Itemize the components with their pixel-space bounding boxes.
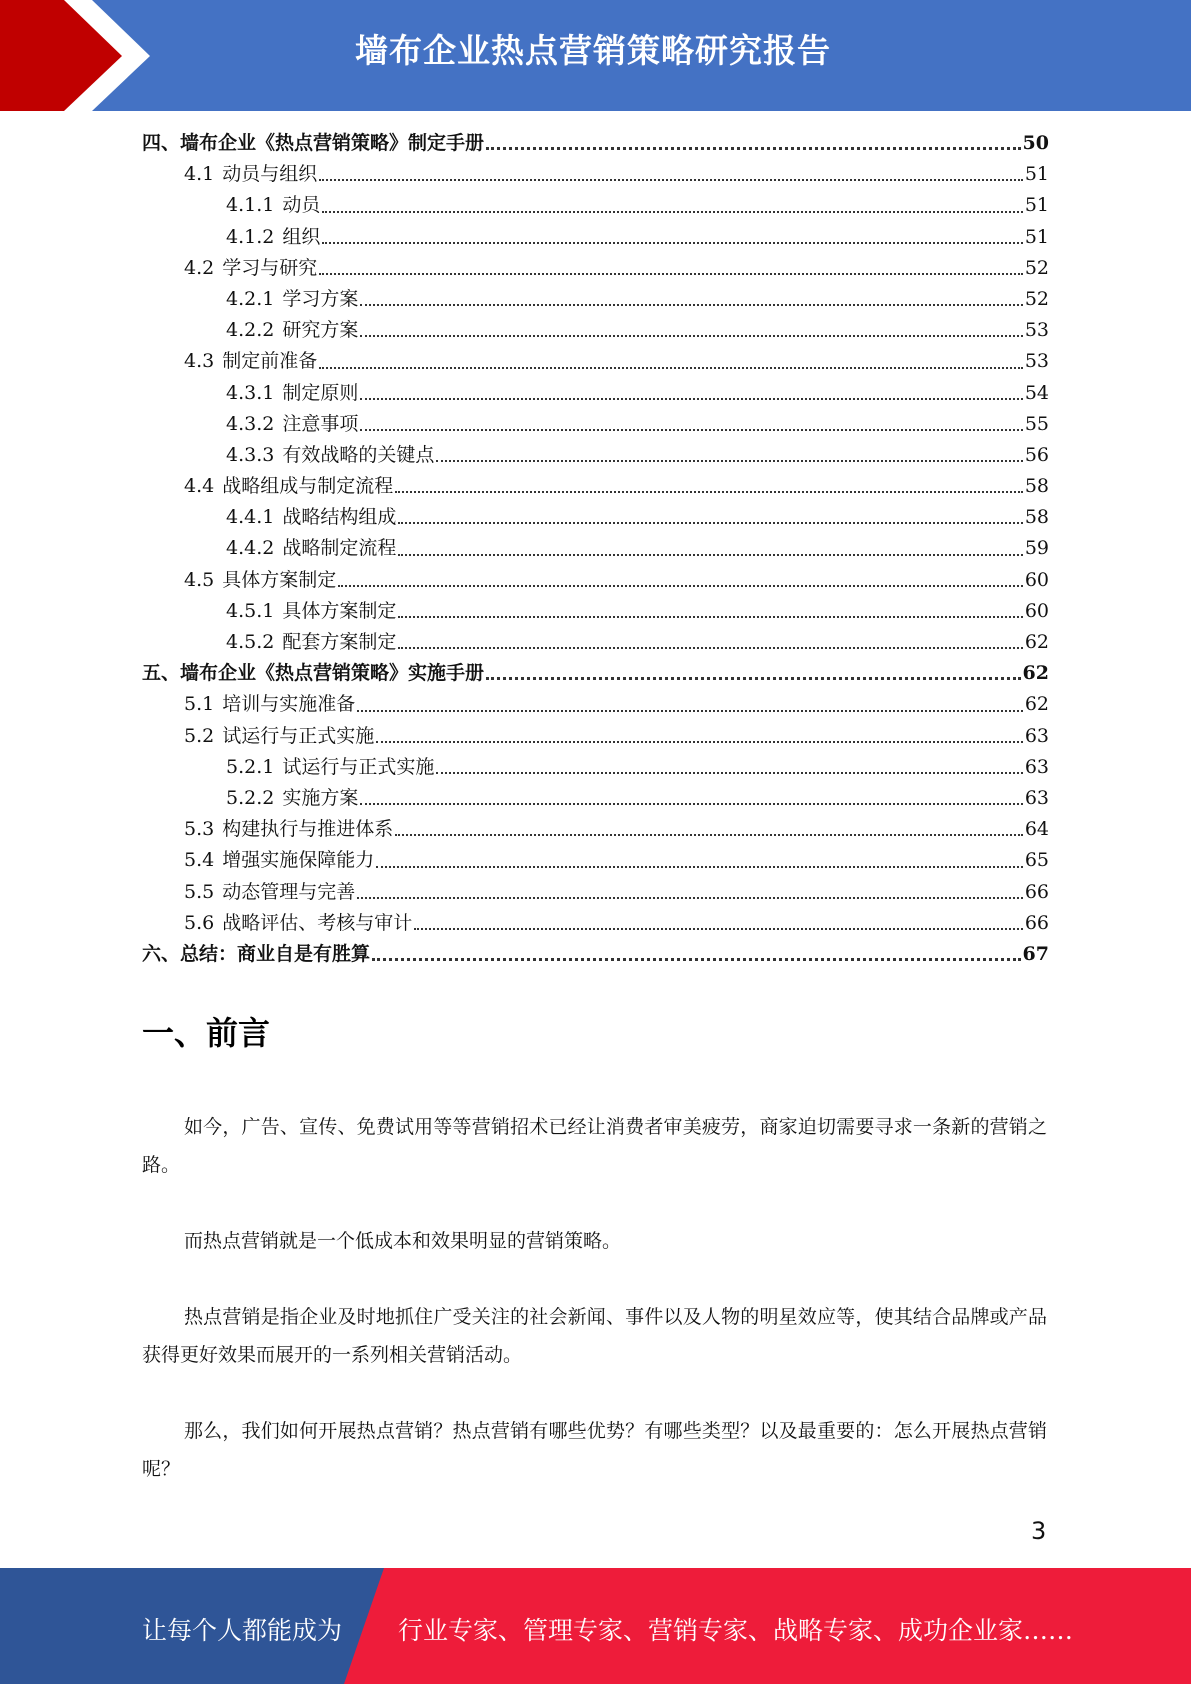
- toc-entry-page: 66: [1024, 880, 1049, 903]
- toc-entry-label: 试运行与正式实施: [282, 755, 435, 778]
- toc-entry-label: 具体方案制定: [282, 599, 397, 622]
- toc-dot-leader: [360, 397, 1022, 400]
- toc-entry-page: 55: [1024, 412, 1049, 435]
- toc-entry[interactable]: [142, 409, 1049, 440]
- toc-entry-label: 具体方案制定: [222, 568, 337, 591]
- toc-entry-label: 实施方案: [282, 786, 359, 809]
- toc-dot-leader: [360, 303, 1022, 306]
- toc-entry-page: 65: [1024, 849, 1049, 872]
- toc-entry-number: 4.3.1: [226, 381, 275, 404]
- toc-entry[interactable]: [142, 658, 1049, 689]
- toc-entry[interactable]: [142, 315, 1049, 346]
- toc-entry[interactable]: [142, 378, 1049, 409]
- report-title: 墙布企业热点营销策略研究报告: [355, 31, 831, 70]
- toc-entry[interactable]: [142, 689, 1049, 720]
- toc-entry-page: 53: [1024, 350, 1049, 373]
- toc-entry[interactable]: [142, 253, 1049, 284]
- toc-entry-page: 59: [1024, 537, 1049, 560]
- toc-entry-label: 培训与实施准备: [222, 693, 356, 716]
- toc-entry-number: 5.2: [184, 724, 215, 747]
- toc-entry-number: 5.5: [184, 880, 215, 903]
- toc-entry-page: 63: [1024, 786, 1049, 809]
- toc-dot-leader: [398, 521, 1022, 524]
- toc-dot-leader: [395, 833, 1023, 836]
- footer-slogan-left: 让每个人都能成为: [142, 1616, 343, 1645]
- toc-dot-leader: [486, 676, 1021, 680]
- toc-dot-leader: [319, 178, 1023, 181]
- toc-entry-label: 战略组成与制定流程: [222, 475, 394, 498]
- toc-entry-number: 4.2.1: [226, 287, 275, 310]
- toc-entry[interactable]: [142, 159, 1049, 190]
- toc-entry-page: 58: [1024, 506, 1049, 529]
- toc-entry-page: 51: [1024, 194, 1049, 217]
- toc-entry-label: 研究方案: [282, 319, 359, 342]
- toc-entry[interactable]: [142, 752, 1049, 783]
- toc-entry-page: 62: [1024, 631, 1049, 653]
- toc-entry-page: 64: [1024, 818, 1049, 841]
- toc-dot-leader: [398, 553, 1022, 556]
- toc-dot-leader: [376, 740, 1023, 743]
- toc-entry-number: 4.1.2: [226, 225, 275, 248]
- toc-entry[interactable]: [142, 565, 1049, 596]
- toc-entry-label: 六、总结：商业自是有胜算: [142, 942, 371, 965]
- paragraph-3: 热点营销是指企业及时地抓住广受关注的社会新闻、事件以及人物的明星效应等，使其结合品牌或产品获得更好效果而展开的一系列相关营销活动。: [142, 1306, 1047, 1366]
- toc-entry-label: 四、墙布企业《热点营销策略》制定手册: [142, 132, 485, 154]
- toc-dot-leader: [338, 584, 1023, 587]
- toc-entry-page: 63: [1024, 724, 1049, 747]
- toc-entry-label: 动员: [282, 194, 321, 217]
- paragraph-4: 那么，我们如何开展热点营销？热点营销有哪些优势？有哪些类型？以及最重要的：怎么开展热点营销呢？: [142, 1420, 1047, 1480]
- toc-entry-page: 58: [1024, 475, 1049, 498]
- toc-entry[interactable]: [142, 346, 1049, 377]
- toc-entry[interactable]: [142, 533, 1049, 564]
- toc-entry[interactable]: [142, 939, 1049, 970]
- toc-dot-leader: [436, 771, 1022, 774]
- toc-entry-label: 制定前准备: [222, 350, 318, 373]
- toc-dot-leader: [319, 272, 1023, 275]
- toc-entry-page: 52: [1024, 256, 1049, 279]
- toc-entry-label: 动态管理与完善: [222, 880, 356, 903]
- toc-dot-leader: [322, 210, 1022, 213]
- toc-entry[interactable]: [142, 783, 1049, 814]
- toc-entry-number: 5.3: [184, 818, 215, 841]
- toc-dot-leader: [360, 428, 1022, 431]
- paragraph-1: 如今，广告、宣传、免费试用等等营销招术已经让消费者审美疲劳，商家迫切需要寻求一条新的营销之路。: [142, 1116, 1047, 1176]
- page-footer: [0, 1568, 1191, 1684]
- toc-entry-page: 51: [1024, 163, 1049, 186]
- toc-entry[interactable]: [142, 627, 1049, 658]
- toc-entry-number: 4.2: [184, 256, 215, 279]
- toc-entry[interactable]: [142, 877, 1049, 908]
- toc-entry-page: 52: [1024, 287, 1049, 310]
- toc-entry-number: 4.5: [184, 568, 215, 591]
- toc-dot-leader: [360, 802, 1022, 805]
- toc-entry-number: 4.4.1: [226, 506, 275, 529]
- toc-entry-label: 增强实施保障能力: [222, 849, 375, 872]
- toc-entry-page: 60: [1024, 568, 1049, 591]
- toc-entry-label: 动员与组织: [222, 163, 318, 186]
- toc-entry-number: 5.1: [184, 693, 215, 716]
- toc-entry-number: 5.2.1: [226, 755, 275, 778]
- toc-dot-leader: [372, 957, 1021, 961]
- toc-entry[interactable]: [142, 502, 1049, 533]
- toc-entry-label: 制定原则: [282, 381, 359, 404]
- toc-dot-leader: [398, 615, 1022, 618]
- toc-entry-label: 有效战略的关键点: [282, 443, 435, 466]
- paragraph-2: 而热点营销就是一个低成本和效果明显的营销策略。: [184, 1230, 622, 1252]
- toc-entry-number: 4.5.2: [226, 631, 275, 653]
- toc-entry-page: 62: [1022, 662, 1049, 685]
- toc-entry-number: 5.6: [184, 911, 215, 934]
- toc-entry-label: 学习方案: [282, 287, 359, 310]
- toc-entry-label: 五、墙布企业《热点营销策略》实施手册: [142, 662, 485, 685]
- toc-entry-page: 60: [1024, 599, 1049, 622]
- toc-entry-page: 50: [1022, 132, 1049, 154]
- toc-dot-leader: [395, 490, 1023, 493]
- toc-dot-leader: [376, 865, 1023, 868]
- toc-dot-leader: [486, 146, 1021, 150]
- toc-entry[interactable]: [142, 190, 1049, 221]
- toc-entry-number: 4.4: [184, 475, 215, 498]
- section-heading: 一、前言: [142, 1014, 271, 1052]
- toc-entry[interactable]: [142, 596, 1049, 627]
- toc-entry-number: 4.5.1: [226, 599, 275, 622]
- toc-dot-leader: [357, 709, 1023, 712]
- toc-entry-number: 4.2.2: [226, 319, 275, 342]
- toc-dot-leader: [398, 646, 1022, 649]
- toc-entry-label: 试运行与正式实施: [222, 724, 375, 747]
- toc-dot-leader: [322, 241, 1022, 244]
- toc-entry[interactable]: [142, 721, 1049, 752]
- toc-entry-number: 4.3.3: [226, 443, 275, 466]
- toc-entry-number: 4.3: [184, 350, 215, 373]
- toc-entry[interactable]: [142, 814, 1049, 845]
- toc-entry-label: 组织: [282, 225, 321, 248]
- toc-dot-leader: [360, 334, 1022, 337]
- toc-entry[interactable]: [142, 440, 1049, 471]
- toc-dot-leader: [414, 927, 1023, 930]
- toc-entry-number: 5.4: [184, 849, 215, 872]
- toc-entry-page: 62: [1024, 693, 1049, 716]
- toc-dot-leader: [357, 896, 1023, 899]
- toc-entry-page: 67: [1022, 942, 1049, 965]
- toc-entry-number: 4.1.1: [226, 194, 275, 217]
- toc-entry-label: 注意事项: [282, 412, 359, 435]
- toc-entry[interactable]: [142, 908, 1049, 939]
- toc-entry[interactable]: [142, 471, 1049, 502]
- toc-dot-leader: [319, 366, 1023, 369]
- toc-entry-label: 构建执行与推进体系: [222, 818, 394, 841]
- toc-entry-page: 56: [1024, 443, 1049, 466]
- toc-entry[interactable]: [142, 284, 1049, 315]
- page-number: 3: [1031, 1517, 1047, 1545]
- toc-entry-number: 4.1: [184, 163, 215, 186]
- toc-entry-page: 54: [1024, 381, 1049, 404]
- toc-entry-label: 战略结构组成: [282, 506, 397, 529]
- table-of-contents: [142, 128, 1049, 970]
- toc-entry[interactable]: [142, 128, 1049, 159]
- toc-entry-page: 66: [1024, 911, 1049, 934]
- toc-entry-page: 51: [1024, 225, 1049, 248]
- toc-entry[interactable]: [142, 845, 1049, 876]
- toc-entry-page: 63: [1024, 755, 1049, 778]
- toc-entry-number: 4.4.2: [226, 537, 275, 560]
- toc-dot-leader: [436, 459, 1022, 462]
- toc-entry-number: 5.2.2: [226, 786, 275, 809]
- toc-entry-label: 学习与研究: [222, 256, 318, 279]
- footer-slogan-right: 行业专家、管理专家、营销专家、战略专家、成功企业家……: [398, 1616, 1074, 1645]
- toc-entry-label: 战略制定流程: [282, 537, 397, 560]
- toc-entry-label: 配套方案制定: [282, 631, 397, 653]
- toc-entry-label: 战略评估、考核与审计: [222, 911, 413, 934]
- toc-entry-page: 53: [1024, 319, 1049, 342]
- toc-entry-number: 4.3.2: [226, 412, 275, 435]
- page-header: [0, 0, 1191, 111]
- toc-entry[interactable]: [142, 222, 1049, 253]
